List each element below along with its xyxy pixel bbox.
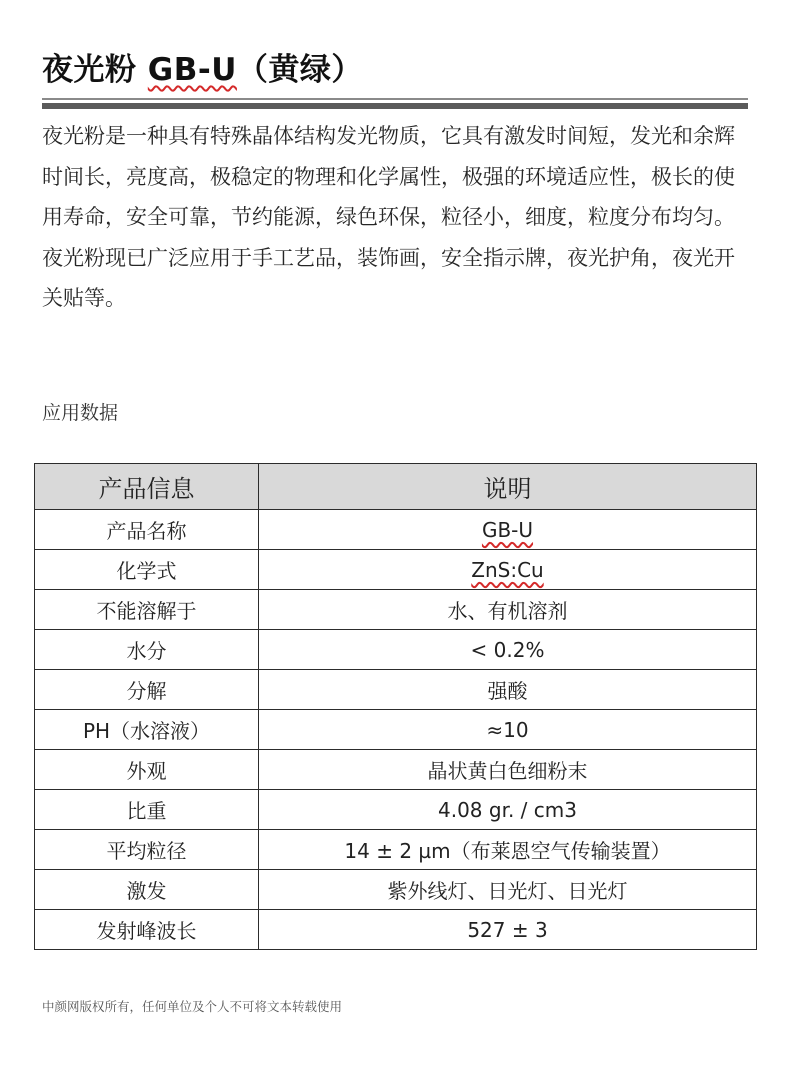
copyright-footer: 中颜网版权所有，任何单位及个人不可将文本转载使用	[42, 999, 343, 1014]
row-label-excitation: 激发	[35, 870, 259, 910]
table-row	[35, 790, 757, 830]
row-value-product-name: GB-U	[481, 517, 534, 542]
table-row	[35, 910, 757, 950]
title-product-code: GB-U	[147, 52, 237, 88]
row-value-chemical-formula: ZnS:Cu	[471, 557, 544, 582]
row-label-ph: PH（水溶液）	[35, 710, 259, 750]
table-row	[35, 830, 757, 870]
table-row	[35, 670, 757, 710]
title-divider-thin	[42, 98, 748, 100]
title-prefix: 夜光粉	[42, 52, 148, 88]
row-value-insoluble-in: 水、有机溶剂	[259, 590, 757, 630]
table-header-product-info: 产品信息	[35, 464, 259, 510]
row-value-emission-peak: 527 ± 3	[259, 910, 757, 950]
table-row	[35, 710, 757, 750]
row-value-ph: ≈10	[259, 710, 757, 750]
page-title	[42, 48, 363, 92]
row-label-specific-gravity: 比重	[35, 790, 259, 830]
table-row	[35, 510, 757, 550]
row-label-emission-peak: 发射峰波长	[35, 910, 259, 950]
row-value-decomposition: 强酸	[259, 670, 757, 710]
product-info-table	[34, 463, 757, 950]
row-label-appearance: 外观	[35, 750, 259, 790]
table-row	[35, 630, 757, 670]
row-label-product-name: 产品名称	[35, 510, 259, 550]
row-label-average-particle-size: 平均粒径	[35, 830, 259, 870]
title-suffix: （黄绿）	[236, 52, 363, 88]
description-paragraph-1: 夜光粉是一种具有特殊晶体结构发光物质，它具有激发时间短，发光和余辉时间长，亮度高，极稳定的物理和化学属性，极强的环境适应性，极长的使用寿命，安全可靠，节约能源，绿色环保，粒径小，细度，粒度分布均匀。	[42, 124, 735, 229]
table-header-description: 说明	[259, 464, 757, 510]
row-value-average-particle-size: 14 ± 2 µm（布莱恩空气传输装置）	[259, 830, 757, 870]
row-label-decomposition: 分解	[35, 670, 259, 710]
row-value-cell	[259, 550, 757, 590]
title-divider-thick	[42, 103, 748, 109]
row-label-insoluble-in: 不能溶解于	[35, 590, 259, 630]
row-value-cell	[259, 510, 757, 550]
row-value-appearance: 晶状黄白色细粉末	[259, 750, 757, 790]
table-row	[35, 590, 757, 630]
row-label-moisture: 水分	[35, 630, 259, 670]
row-value-excitation: 紫外线灯、日光灯、日光灯	[259, 870, 757, 910]
table-header-row	[35, 464, 757, 510]
row-value-moisture: < 0.2%	[259, 630, 757, 670]
row-label-chemical-formula: 化学式	[35, 550, 259, 590]
section-label-application-data: 应用数据	[42, 402, 119, 424]
table-row	[35, 750, 757, 790]
table-row	[35, 870, 757, 910]
description-paragraph-2: 夜光粉现已广泛应用于手工艺品，装饰画，安全指示牌，夜光护角，夜光开关贴等。	[42, 245, 735, 310]
table-row	[35, 550, 757, 590]
row-value-specific-gravity: 4.08 gr. / cm3	[259, 790, 757, 830]
description	[42, 116, 754, 319]
